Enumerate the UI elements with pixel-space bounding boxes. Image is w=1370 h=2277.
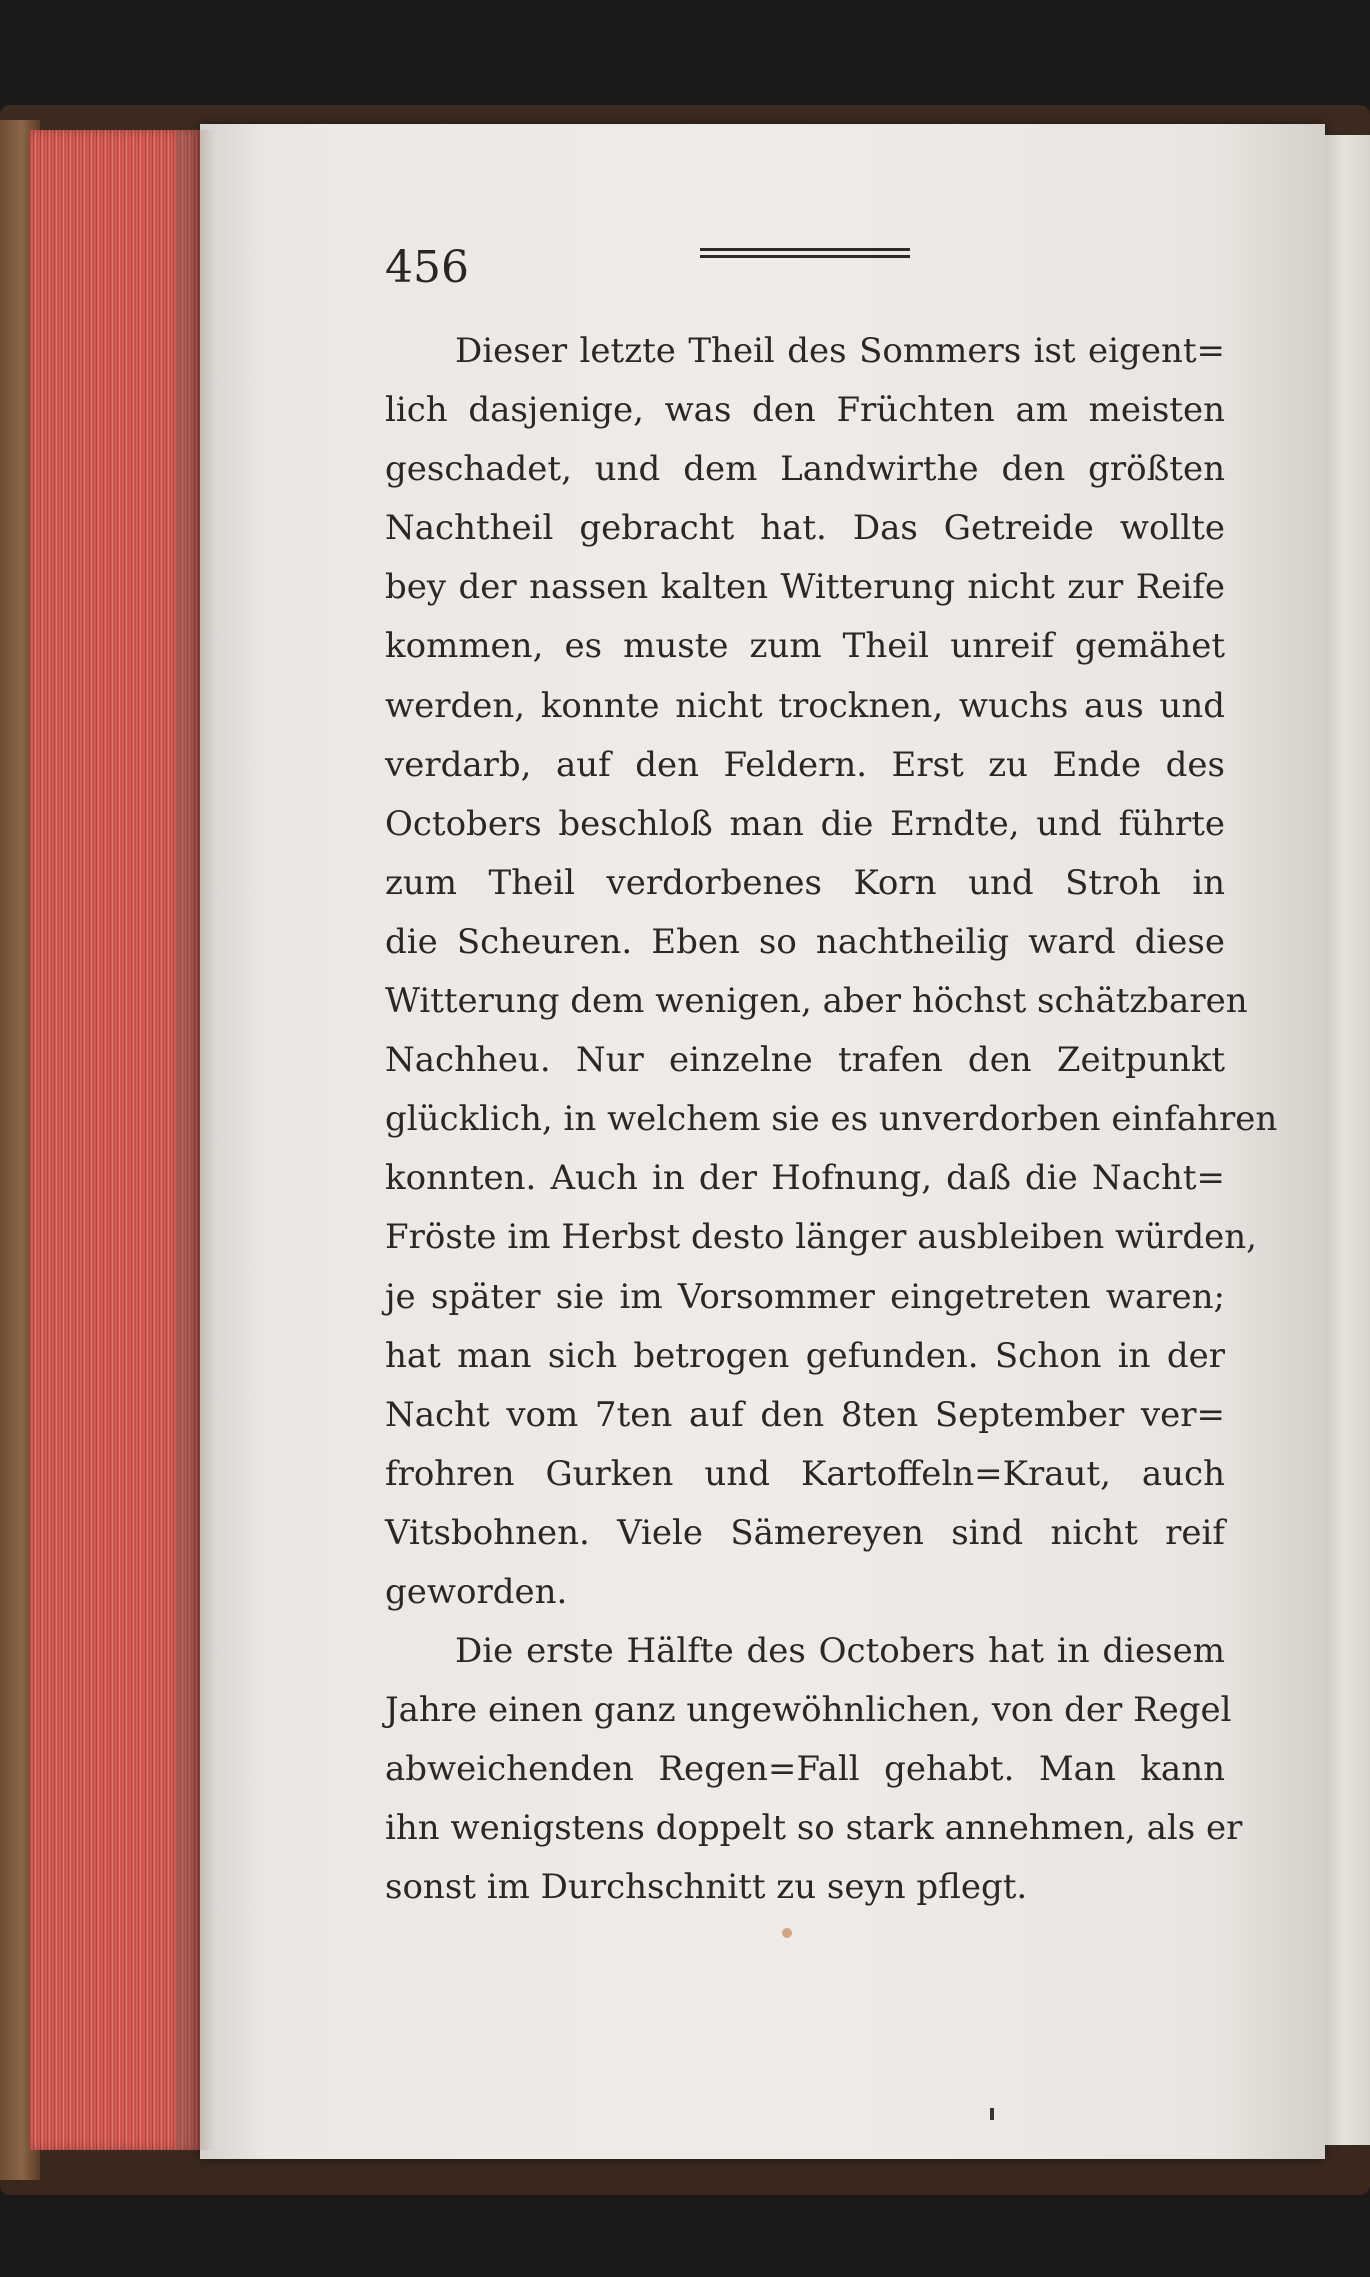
text-line: Vitsbohnen. Viele Sämereyen sind nicht reif [385,1512,1225,1553]
page-number: 456 [385,242,469,293]
text-line: zum Theil verdorbenes Korn und Stroh in [385,862,1225,903]
text-line: Nacht vom 7ten auf den 8ten September ver= [385,1394,1225,1435]
text-line: je später sie im Vorsommer eingetreten waren; [385,1276,1225,1317]
facing-page-edge [1325,135,1370,2145]
text-line: ihn wenigstens doppelt so stark annehmen, als er [385,1808,1243,1849]
text-line: werden, konnte nicht trocknen, wuchs aus und [385,685,1225,726]
text-line: glücklich, in welchem sie es unverdorben einfahren [385,1099,1278,1140]
text-line: verdarb, auf den Feldern. Erst zu Ende des [385,744,1225,785]
text-line: geschadet, und dem Landwirthe den größten [385,449,1225,490]
text-line: Nachheu. Nur einzelne trafen den Zeitpunkt [385,1040,1225,1081]
text-line: konnten. Auch in der Hofnung, daß die Nacht= [385,1158,1225,1199]
text-line: geworden. [385,1571,568,1612]
gutter-shadow [175,130,215,2150]
header-rule-line [700,255,910,258]
text-line: abweichenden Regen=Fall gehabt. Man kann [385,1749,1225,1790]
header-rule-line [700,248,910,251]
text-line: kommen, es muste zum Theil unreif gemähet [385,626,1225,667]
text-line: Die erste Hälfte des Octobers hat in diesem [455,1631,1225,1672]
text-line: Witterung dem wenigen, aber höchst schätzbaren [385,981,1248,1022]
body-text [385,322,1278,1918]
text-line: lich dasjenige, was den Früchten am meisten [385,390,1225,431]
text-line: Dieser letzte Theil des Sommers ist eigent= [455,331,1225,371]
text-line: die Scheuren. Eben so nachtheilig ward diese [385,921,1225,962]
text-line: Fröste im Herbst desto länger ausbleiben würden, [385,1217,1257,1258]
text-line: bey der nassen kalten Witterung nicht zur Reife [385,567,1225,608]
text-line: sonst im Durchschnitt zu seyn pflegt. [385,1867,1028,1908]
text-line: Nachtheil gebracht hat. Das Getreide wollte [385,508,1225,549]
text-line: frohren Gurken und Kartoffeln=Kraut, auch [385,1453,1225,1494]
text-line: Jahre einen ganz ungewöhnlichen, von der Regel [385,1690,1232,1731]
text-line: Octobers beschloß man die Erndte, und führte [385,803,1225,844]
text-line: hat man sich betrogen gefunden. Schon in der [385,1335,1225,1376]
paper-mark [990,2108,994,2120]
ink-stain [782,1928,792,1938]
header-rule [700,248,910,262]
